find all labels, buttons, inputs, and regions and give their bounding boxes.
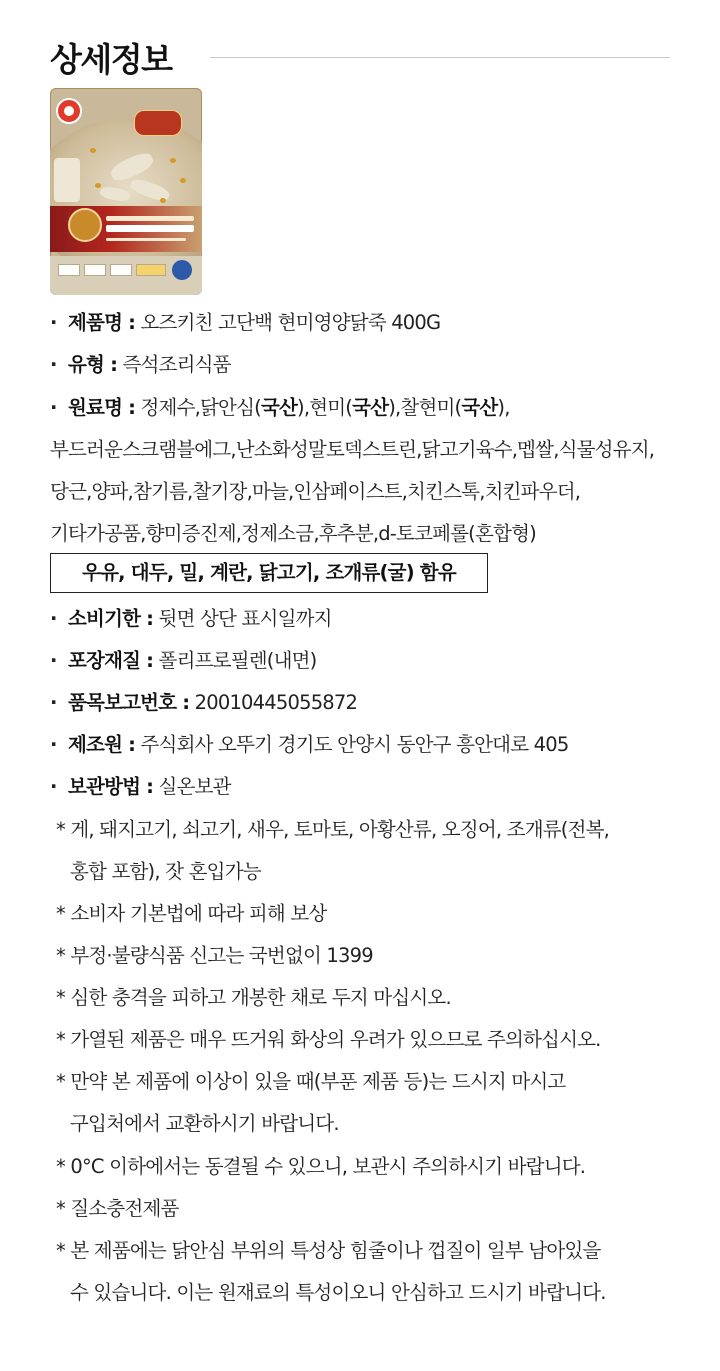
spec-storage [50,771,231,799]
foot-box [136,264,166,276]
note-defect-exchange: * 만약 본 제품에 이상이 있을 때(부푼 제품 등)는 드시지 마시고 [56,1070,566,1093]
spec-value: 뒷면 상단 표시일까지 [158,607,332,630]
foot-box [58,264,80,276]
ingredients-line-2: 부드러운스크램블에그,난소화성말토덱스트린,닭고기육수,멥쌀,식물성유지, [50,438,655,461]
spec-label: 제품명 : [68,311,136,334]
page-title: 상세정보 [50,40,172,79]
band-text-line [106,238,186,241]
band-text-line [106,225,194,232]
spec-value: 주식회사 오뚜기 경기도 안양시 동안구 흥안대로 405 [140,733,569,756]
spec-packaging [50,645,316,673]
spec-value: 오즈키친 고단백 현미영양닭죽 400G [140,311,441,334]
spec-label: 보관방법 : [68,775,154,798]
product-package-image [50,88,202,295]
brand-badge-icon [68,208,102,242]
note-report-hotline: * 부정·불량식품 신고는 국번없이 1399 [56,944,373,967]
spec-value: 폴리프로필렌(내면) [158,649,317,672]
bullet: · [50,353,57,376]
bullet: · [50,733,57,756]
spec-ingredients [50,392,510,420]
bullet: · [50,691,57,714]
bullet: · [50,311,57,334]
origin-label: 국산 [461,396,498,419]
ingredient-text: ), [497,396,510,419]
grain [90,148,96,153]
spec-product-name [50,307,440,335]
bullet: · [50,396,57,419]
package-tag [134,110,182,136]
note-allergen-crosscontact: * 게, 돼지고기, 쇠고기, 새우, 토마토, 아황산류, 오징어, 조개류(전복, [56,818,610,841]
bullet: · [50,775,57,798]
spec-label: 품목보고번호 : [68,691,190,714]
note-tendon-notice-cont: 수 있습니다. 이는 원재료의 특성이오니 안심하고 드시기 바랍니다. [70,1281,606,1304]
ingredient-text: 정제수,닭안심( [140,396,261,419]
grain [160,198,166,203]
note-nitrogen-filled: * 질소충전제품 [56,1197,179,1220]
spec-label: 원료명 : [68,396,136,419]
note-consumer-compensation: * 소비자 기본법에 따라 피해 보상 [56,902,327,925]
note-freeze-warning: * 0°C 이하에서는 동결될 수 있으니, 보관시 주의하시기 바랍니다. [56,1155,586,1178]
brand-logo-icon [56,98,82,124]
grain [170,158,176,163]
spec-type [50,349,231,377]
nutrition-side-label [54,158,80,202]
origin-label: 국산 [260,396,298,419]
spec-label: 유형 : [68,353,118,376]
bullet: · [50,649,57,672]
ingredients-line-4: 기타가공품,향미증진제,정제소금,후추분,d-토코페롤(혼합형) [50,522,536,545]
title-divider [210,57,670,58]
spec-value: 20010445055872 [194,691,358,714]
ingredient-text: ),찰현미( [388,396,462,419]
note-impact-warning: * 심한 충격을 피하고 개봉한 채로 두지 마십시오. [56,986,451,1009]
origin-label: 국산 [352,396,389,419]
note-defect-exchange-cont: 구입처에서 교환하시기 바랍니다. [70,1112,339,1135]
spec-label: 제조원 : [68,733,136,756]
grain [95,183,101,188]
grain [180,178,186,183]
foot-box [84,264,106,276]
spec-label: 포장재질 : [68,649,154,672]
foot-box [110,264,132,276]
certification-mark-icon [172,260,192,280]
spec-report-number [50,687,357,715]
ingredient-text: ),현미( [297,396,353,419]
spec-label: 소비기한 : [68,607,154,630]
note-allergen-crosscontact-cont: 홍합 포함), 잣 혼입가능 [70,860,261,883]
spec-value: 즉석조리식품 [122,353,231,376]
spec-value: 실온보관 [158,775,231,798]
note-burn-warning: * 가열된 제품은 매우 뜨거워 화상의 우려가 있으므로 주의하십시오. [56,1028,601,1051]
spec-expiry [50,603,332,631]
note-tendon-notice: * 본 제품에는 닭안심 부위의 특성상 힘줄이나 껍질이 일부 남아있을 [56,1239,601,1262]
allergen-box: 우유, 대두, 밀, 계란, 닭고기, 조개류(굴) 함유 [50,553,488,593]
bullet: · [50,607,57,630]
spec-manufacturer [50,729,568,757]
section-header [50,34,670,80]
ingredients-line-3: 당근,양파,참기름,찰기장,마늘,인삼페이스트,치킨스톡,치킨파우더, [50,480,581,503]
band-text-line [106,216,194,221]
